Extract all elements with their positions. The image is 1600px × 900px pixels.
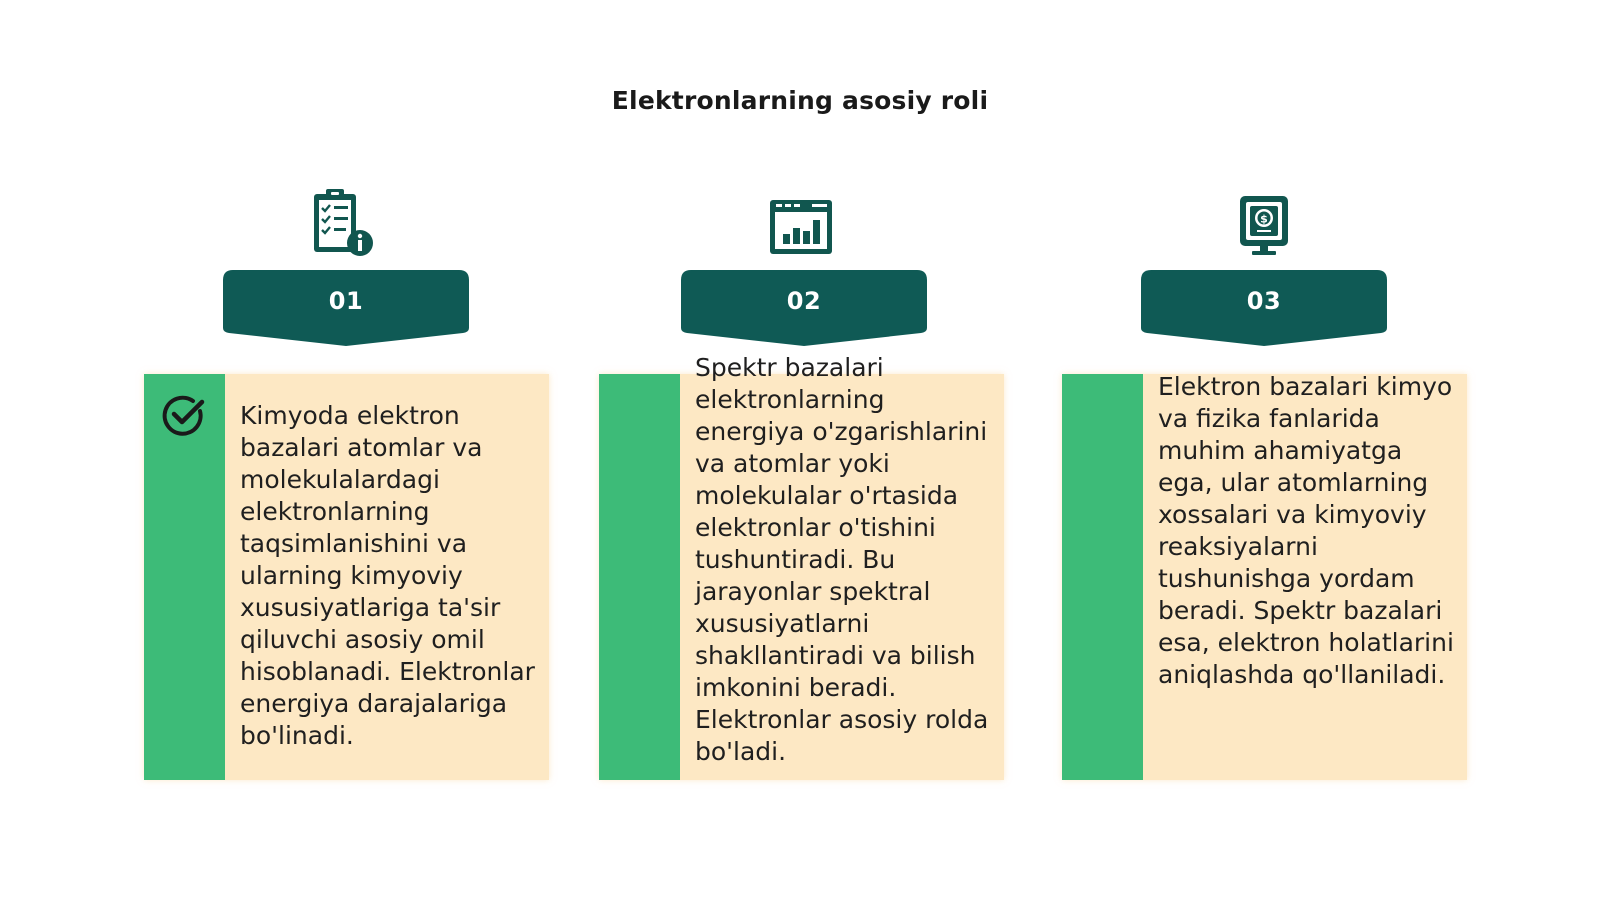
info-card-01 <box>144 374 549 780</box>
check-circle-icon <box>162 394 206 438</box>
monitor-dollar-icon <box>1232 188 1298 258</box>
step-number: 02 <box>786 287 822 315</box>
card-accent-strip <box>144 374 225 780</box>
info-card-03 <box>1062 374 1467 780</box>
step-badge-01 <box>223 270 469 348</box>
card-text: Kimyoda elektron bazalari atomlar va molekulalardagi elektronlarning taqsimlanishini va ularning kimyoviy xususiyatlariga ta'sir qiluvchi asosiy omil hisoblanadi. Elektronlar energiya darajalariga bo'linadi. <box>240 401 535 750</box>
browser-bar-chart-icon <box>768 188 834 258</box>
step-badge-02 <box>681 270 927 348</box>
step-badge-03 <box>1141 270 1387 348</box>
info-card-02 <box>599 353 1004 780</box>
card-accent-strip <box>599 374 680 780</box>
svg-text:$: $ <box>1260 212 1268 226</box>
page-title: Elektronlarning asosiy roli <box>611 86 989 115</box>
step-number: 03 <box>1246 287 1282 315</box>
card-text: Spektr bazalari elektronlarning energiya o'zgarishlarini va atomlar yoki molekulalar o'rtasida elektronlar o'tishini tushuntiradi. Bu jarayonlar spektral xususiyatlarni shakllantiradi va bilish imkonini beradi. Elektronlar asosiy rolda bo'ladi. <box>695 353 989 766</box>
card-accent-strip <box>1062 374 1143 780</box>
step-number: 01 <box>328 287 364 315</box>
card-text: Elektron bazalari kimyo va fizika fanlarida muhim ahamiyatga ega, ular atomlarning xossalari va kimyoviy reaksiyalarni tushunishga yordam beradi. Spektr bazalari esa, elektron holatlarini aniqlashda qo'llaniladi. <box>1158 372 1454 689</box>
clipboard-checklist-info-icon <box>310 188 376 258</box>
